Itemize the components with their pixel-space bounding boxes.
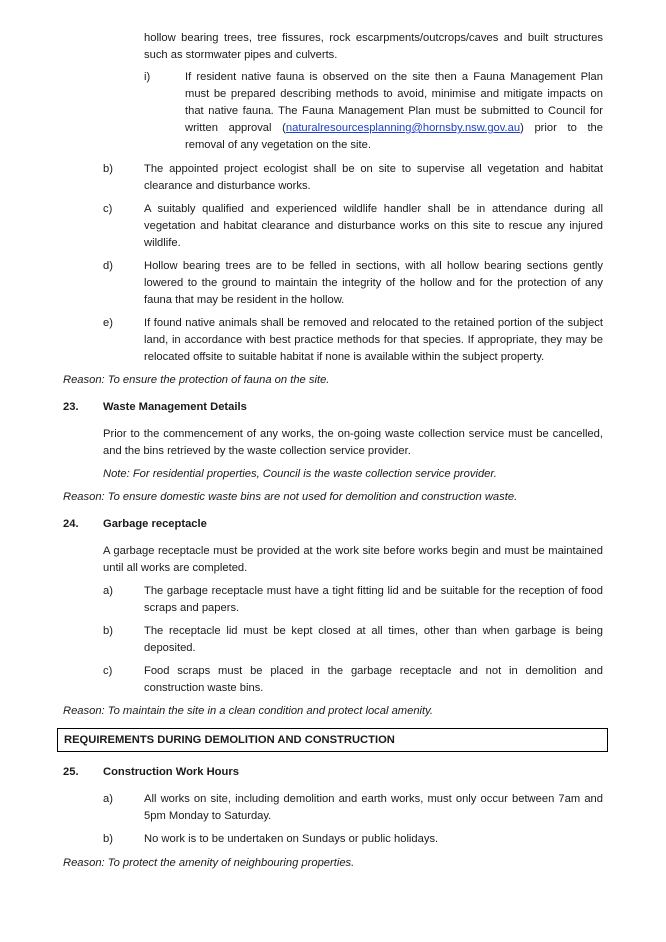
- list-item-marker: a): [103, 793, 113, 805]
- reason-text: Reason: To ensure domestic waste bins are not used for demolition and construction waste.: [63, 491, 518, 503]
- section-title: Waste Management Details: [103, 401, 247, 413]
- list-item: The appointed project ecologist shall be on site to supervise all vegetation and habitat clearance and disturbance works.: [144, 163, 603, 192]
- list-item-marker: c): [103, 665, 113, 677]
- section-title: Garbage receptacle: [103, 518, 207, 530]
- sub-item-text-after: ) prior to the removal of any vegetation on the site.: [185, 122, 603, 151]
- list-item: Food scraps must be placed in the garbage receptacle and not in demolition and construction waste bins.: [144, 665, 603, 694]
- reason-text: Reason: To ensure the protection of fauna on the site.: [63, 374, 330, 386]
- sub-item-marker: i): [144, 71, 151, 83]
- list-item-marker: d): [103, 260, 113, 272]
- list-item-marker: b): [103, 163, 113, 175]
- section-number: 25.: [63, 766, 79, 778]
- list-item: A suitably qualified and experienced wildlife handler shall be in attendance during all vegetation and habitat clearance and disturbance works on this site to rescue any injured wildlife.: [144, 203, 603, 249]
- section-number: 23.: [63, 401, 79, 413]
- list-item: If found native animals shall be removed and relocated to the retained portion of the subject land, in accordance with best practice methods for that species. If appropriate, they may be relocated offsite to suitable habitat if none is available within the subject property.: [144, 317, 603, 363]
- reason-text: Reason: To maintain the site in a clean condition and protect local amenity.: [63, 705, 434, 717]
- sub-item-text: [185, 69, 603, 154]
- list-item: All works on site, including demolition and earth works, must only occur between 7am and 5pm Monday to Saturday.: [144, 793, 603, 822]
- list-item: No work is to be undertaken on Sundays or public holidays.: [144, 833, 439, 845]
- list-item-marker: a): [103, 585, 113, 597]
- section-title: Construction Work Hours: [103, 766, 239, 778]
- section-body: Prior to the commencement of any works, the on-going waste collection service must be cancelled, and the bins retrieved by the waste collection service provider.: [103, 428, 603, 457]
- list-item-marker: b): [103, 625, 113, 637]
- section-number: 24.: [63, 518, 79, 530]
- list-item: The garbage receptacle must have a tight fitting lid and be suitable for the reception of food scraps and papers.: [144, 585, 603, 614]
- section-heading-box: [57, 728, 608, 752]
- list-item-marker: e): [103, 317, 113, 329]
- list-item: Hollow bearing trees are to be felled in sections, with all hollow bearing sections gently lowered to the ground to maintain the integrity of the hollow and for the protection of any fauna that may be resident in the hollow.: [144, 260, 603, 306]
- list-item-marker: b): [103, 833, 113, 845]
- section-body: A garbage receptacle must be provided at the work site before works begin and must be maintained until all works are completed.: [103, 545, 603, 574]
- list-item: The receptacle lid must be kept closed at all times, other than when garbage is being deposited.: [144, 625, 603, 654]
- sub-item-text-before: If resident native fauna is observed on the site then a Fauna Management Plan must be prepared describing methods to avoid, minimise and mitigate impacts on that native fauna. The Fauna Management Plan must be submitted to Council for written approval (: [185, 71, 603, 134]
- intro-paragraph: hollow bearing trees, tree fissures, rock escarpments/outcrops/caves and built structures such as stormwater pipes and culverts.: [144, 32, 603, 61]
- email-link[interactable]: naturalresourcesplanning@hornsby.nsw.gov.au: [285, 122, 521, 134]
- section-heading: REQUIREMENTS DURING DEMOLITION AND CONSTRUCTION: [64, 734, 395, 746]
- list-item-marker: c): [103, 203, 113, 215]
- note-text: Note: For residential properties, Council is the waste collection service provider.: [103, 468, 497, 480]
- reason-text: Reason: To protect the amenity of neighbouring properties.: [63, 857, 355, 869]
